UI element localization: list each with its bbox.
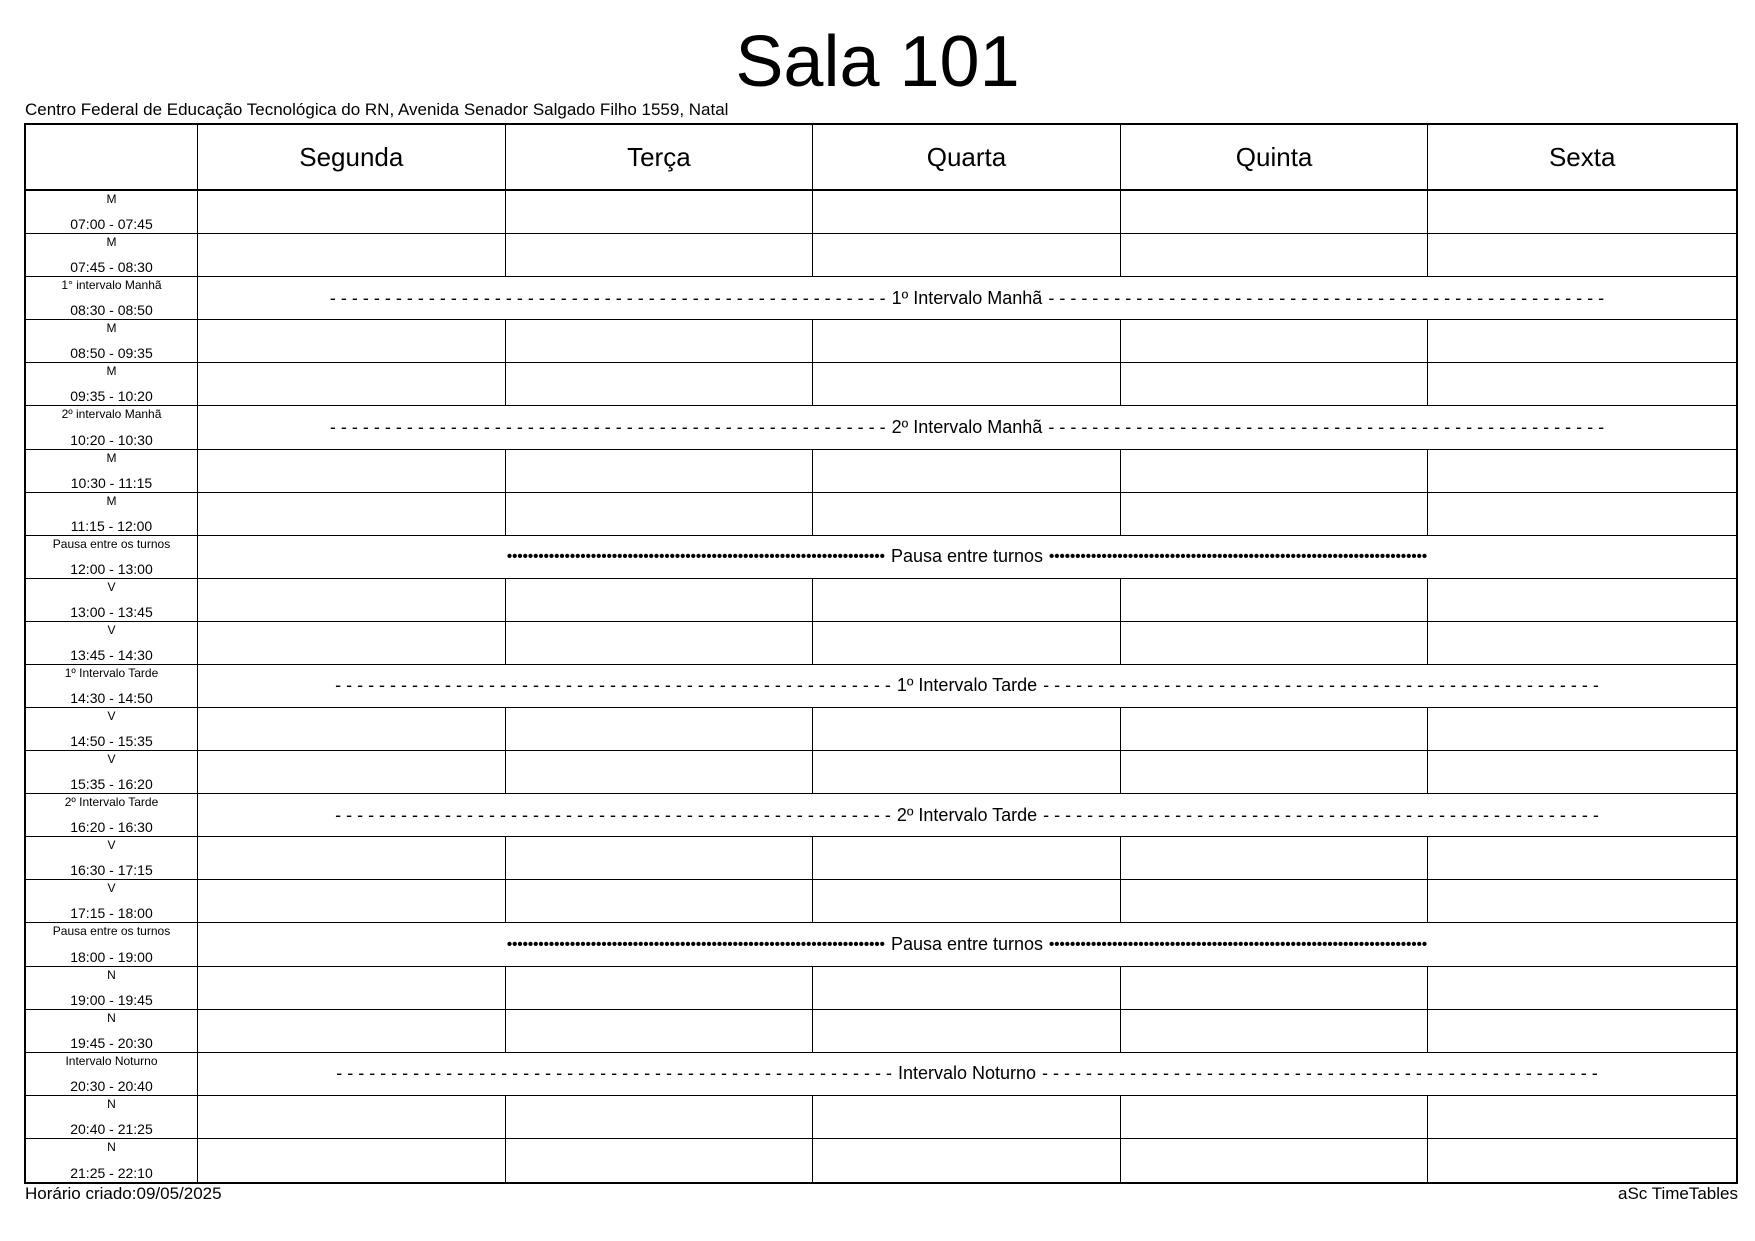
- lesson-slot[interactable]: [813, 191, 1121, 233]
- break-row: [26, 536, 1736, 579]
- period-time-cell: [26, 1010, 198, 1052]
- period-time-cell: [26, 536, 198, 578]
- brand-label: aSc TimeTables: [1618, 1184, 1738, 1203]
- day-header-3: Quinta: [1121, 125, 1429, 189]
- break-fill-right: - - - - - - - - - - - - - - - - - - - - - - - - - - - - - - - - - - - - - - - - - - - - - - - - - - -: [1048, 287, 1605, 308]
- period-time-cell: [26, 191, 198, 233]
- period-time-range: 20:40 - 21:25: [70, 1120, 153, 1137]
- lesson-slot[interactable]: [1428, 450, 1736, 492]
- period-row: [26, 751, 1736, 794]
- break-row: [26, 794, 1736, 837]
- break-label: 2º Intervalo Manhã: [891, 416, 1043, 437]
- period-label: Pausa entre os turnos: [52, 536, 171, 551]
- period-label: N: [107, 967, 116, 982]
- lesson-slot[interactable]: [506, 967, 814, 1009]
- break-fill-right: - - - - - - - - - - - - - - - - - - - - - - - - - - - - - - - - - - - - - - - - - - - - - - - - - - -: [1043, 804, 1599, 825]
- break-fill-left: - - - - - - - - - - - - - - - - - - - - - - - - - - - - - - - - - - - - - - - - - - - - - - - - - - -: [329, 287, 886, 308]
- break-fill-left: - - - - - - - - - - - - - - - - - - - - - - - - - - - - - - - - - - - - - - - - - - - - - - - - - - -: [329, 416, 886, 437]
- period-label: V: [107, 579, 116, 594]
- break-label: Pausa entre turnos: [890, 546, 1044, 567]
- lesson-slot[interactable]: [198, 751, 506, 793]
- lesson-slot[interactable]: [1121, 191, 1429, 233]
- lesson-slot[interactable]: [1121, 450, 1429, 492]
- period-time-range: 08:50 - 09:35: [70, 345, 153, 362]
- break-label: 1º Intervalo Tarde: [896, 675, 1038, 696]
- period-label: V: [107, 752, 116, 767]
- lesson-slot[interactable]: [813, 234, 1121, 276]
- period-row: [26, 1139, 1736, 1182]
- day-header-4: Sexta: [1548, 141, 1616, 172]
- period-label: 1° intervalo Manhã: [61, 278, 162, 293]
- period-time-cell: [26, 751, 198, 793]
- lesson-slot[interactable]: [506, 837, 814, 879]
- period-label: M: [106, 192, 117, 206]
- break-banner: [198, 1053, 1736, 1095]
- lesson-slot[interactable]: [506, 191, 814, 233]
- break-row: [26, 923, 1736, 966]
- period-time-range: 16:20 - 16:30: [70, 819, 153, 836]
- lesson-slot[interactable]: [198, 622, 506, 664]
- period-row: [26, 450, 1736, 493]
- lesson-slot[interactable]: [813, 837, 1121, 879]
- page-subtitle: Centro Federal de Educação Tecnológica do RN, Avenida Senador Salgado Filho 1559, Natal: [25, 100, 729, 119]
- period-label: 2º intervalo Manhã: [61, 407, 162, 422]
- break-row: [26, 665, 1736, 708]
- period-row: [26, 363, 1736, 406]
- lesson-slot[interactable]: [1121, 708, 1429, 750]
- break-label: 2º Intervalo Tarde: [896, 804, 1038, 825]
- period-time-range: 07:45 - 08:30: [70, 259, 153, 276]
- break-row: [26, 406, 1736, 449]
- period-label: M: [106, 235, 117, 250]
- period-time-range: 13:45 - 14:30: [70, 646, 153, 663]
- period-time-range: 12:00 - 13:00: [70, 560, 153, 577]
- lesson-slot[interactable]: [1428, 837, 1736, 879]
- period-time-range: 14:50 - 15:35: [70, 733, 153, 750]
- period-row: [26, 622, 1736, 665]
- lesson-slot[interactable]: [506, 622, 814, 664]
- period-row: [26, 880, 1736, 923]
- period-time-range: 11:15 - 12:00: [70, 517, 153, 534]
- period-row: [26, 320, 1736, 363]
- timetable-grid: [24, 123, 1738, 1184]
- period-time-cell: [26, 277, 198, 319]
- period-label: M: [106, 364, 117, 379]
- lesson-slot[interactable]: [813, 579, 1121, 621]
- break-fill-left: - - - - - - - - - - - - - - - - - - - - - - - - - - - - - - - - - - - - - - - - - - - - - - - - - - -: [336, 1063, 892, 1084]
- period-time-cell: [26, 1053, 198, 1095]
- period-time-range: 16:30 - 17:15: [70, 862, 153, 879]
- lesson-slot[interactable]: [506, 1096, 814, 1138]
- lesson-slot[interactable]: [1428, 708, 1736, 750]
- header-corner-cell: [26, 125, 198, 189]
- break-banner: [198, 406, 1736, 448]
- period-time-cell: [26, 450, 198, 492]
- lesson-slot[interactable]: [506, 708, 814, 750]
- period-label: Pausa entre os turnos: [52, 924, 171, 939]
- lesson-slot[interactable]: [198, 493, 506, 535]
- lesson-slot[interactable]: [506, 579, 814, 621]
- period-row: [26, 1096, 1736, 1139]
- lesson-slot[interactable]: [813, 450, 1121, 492]
- lesson-slot[interactable]: [198, 837, 506, 879]
- lesson-slot[interactable]: [813, 751, 1121, 793]
- lesson-slot[interactable]: [506, 1139, 814, 1182]
- period-time-cell: [26, 320, 198, 362]
- page-title: Sala 101: [735, 22, 1020, 102]
- period-label: N: [107, 1096, 116, 1111]
- lesson-slot[interactable]: [1428, 493, 1736, 535]
- break-fill-left: ••••••••••••••••••••••••••••••••••••••••••••••••••••••••••••••••••••••••: [506, 936, 885, 953]
- period-time-range: 07:00 - 07:45: [70, 216, 153, 233]
- lesson-slot[interactable]: [1121, 1139, 1429, 1182]
- period-time-cell: [26, 493, 198, 535]
- break-fill-left: ••••••••••••••••••••••••••••••••••••••••••••••••••••••••••••••••••••••••: [506, 548, 885, 566]
- period-label: M: [106, 493, 117, 508]
- lesson-slot[interactable]: [1428, 579, 1736, 621]
- break-banner: [198, 794, 1736, 836]
- period-time-cell: [26, 708, 198, 750]
- break-fill-right: ••••••••••••••••••••••••••••••••••••••••••••••••••••••••••••••••••••••••: [1049, 548, 1428, 566]
- lesson-slot[interactable]: [1121, 880, 1429, 922]
- period-time-cell: [26, 967, 198, 1009]
- lesson-slot[interactable]: [506, 751, 814, 793]
- lesson-slot[interactable]: [1121, 234, 1429, 276]
- period-row: [26, 837, 1736, 880]
- period-time-cell: [26, 794, 198, 836]
- break-row: [26, 277, 1736, 320]
- break-row: [26, 1053, 1736, 1096]
- lesson-slot[interactable]: [1121, 493, 1429, 535]
- break-fill-right: - - - - - - - - - - - - - - - - - - - - - - - - - - - - - - - - - - - - - - - - - - - - - - - - - - -: [1042, 1063, 1598, 1084]
- break-banner: [198, 536, 1736, 578]
- lesson-slot[interactable]: [1428, 751, 1736, 793]
- period-label: N: [107, 1139, 116, 1154]
- lesson-slot[interactable]: [1121, 751, 1429, 793]
- period-time-range: 18:00 - 19:00: [70, 948, 153, 965]
- lesson-slot[interactable]: [198, 1010, 506, 1052]
- period-label: 2º Intervalo Tarde: [64, 795, 159, 810]
- lesson-slot[interactable]: [198, 234, 506, 276]
- lesson-slot[interactable]: [1121, 837, 1429, 879]
- period-row: [26, 967, 1736, 1010]
- period-time-cell: [26, 1096, 198, 1138]
- period-label: V: [107, 622, 116, 637]
- lesson-slot[interactable]: [813, 708, 1121, 750]
- period-time-cell: [26, 665, 198, 707]
- period-row: [26, 191, 1736, 234]
- lesson-slot[interactable]: [506, 880, 814, 922]
- period-time-cell: [26, 880, 198, 922]
- lesson-slot[interactable]: [813, 1096, 1121, 1138]
- period-label: N: [107, 1010, 116, 1025]
- period-time-range: 08:30 - 08:50: [70, 302, 153, 319]
- lesson-slot[interactable]: [813, 622, 1121, 664]
- period-time-cell: [26, 234, 198, 276]
- lesson-slot[interactable]: [813, 880, 1121, 922]
- day-header-1: Terça: [506, 125, 814, 189]
- lesson-slot[interactable]: [198, 1139, 506, 1182]
- break-fill-right: ••••••••••••••••••••••••••••••••••••••••••••••••••••••••••••••••••••••••: [1049, 936, 1428, 953]
- period-label: 1º Intervalo Tarde: [64, 665, 159, 680]
- day-header-0: Segunda: [198, 125, 506, 189]
- period-time-cell: [26, 1139, 198, 1182]
- lesson-slot[interactable]: [198, 1096, 506, 1138]
- period-time-cell: [26, 837, 198, 879]
- lesson-slot[interactable]: [1121, 1096, 1429, 1138]
- lesson-slot[interactable]: [506, 234, 814, 276]
- lesson-slot[interactable]: [1121, 967, 1429, 1009]
- lesson-slot[interactable]: [198, 880, 506, 922]
- lesson-slot[interactable]: [198, 967, 506, 1009]
- lesson-slot[interactable]: [506, 450, 814, 492]
- break-banner: [198, 277, 1736, 319]
- period-time-range: 09:35 - 10:20: [70, 388, 153, 405]
- lesson-slot[interactable]: [1428, 320, 1736, 362]
- period-label: M: [106, 450, 117, 465]
- lesson-slot[interactable]: [198, 363, 506, 405]
- period-label: M: [106, 321, 117, 336]
- lesson-slot[interactable]: [506, 363, 814, 405]
- lesson-slot[interactable]: [198, 450, 506, 492]
- lesson-slot[interactable]: [198, 579, 506, 621]
- lesson-slot[interactable]: [813, 1139, 1121, 1182]
- lesson-slot[interactable]: [1121, 579, 1429, 621]
- period-time-range: 19:45 - 20:30: [70, 1034, 153, 1051]
- lesson-slot[interactable]: [1428, 1139, 1736, 1182]
- period-time-range: 20:30 - 20:40: [70, 1077, 153, 1094]
- day-header-2: Quarta: [813, 125, 1121, 189]
- break-fill-left: - - - - - - - - - - - - - - - - - - - - - - - - - - - - - - - - - - - - - - - - - - - - - - - - - - -: [335, 804, 891, 825]
- lesson-slot[interactable]: [1428, 622, 1736, 664]
- created-date: Horário criado:09/05/2025: [25, 1184, 222, 1203]
- period-row: [26, 493, 1736, 536]
- period-time-range: 17:15 - 18:00: [70, 905, 153, 922]
- lesson-slot[interactable]: [1428, 191, 1736, 233]
- lesson-slot[interactable]: [1121, 320, 1429, 362]
- period-time-range: 10:20 - 10:30: [70, 431, 153, 448]
- lesson-slot[interactable]: [1428, 1096, 1736, 1138]
- break-fill-right: - - - - - - - - - - - - - - - - - - - - - - - - - - - - - - - - - - - - - - - - - - - - - - - - - - -: [1043, 675, 1599, 696]
- period-time-range: 10:30 - 11:15: [70, 474, 153, 491]
- lesson-slot[interactable]: [1428, 363, 1736, 405]
- lesson-slot[interactable]: [813, 363, 1121, 405]
- period-row: [26, 708, 1736, 751]
- break-banner: [198, 923, 1736, 965]
- period-time-cell: [26, 406, 198, 448]
- break-fill-right: - - - - - - - - - - - - - - - - - - - - - - - - - - - - - - - - - - - - - - - - - - - - - - - - - - -: [1048, 416, 1605, 437]
- break-label: Intervalo Noturno: [897, 1063, 1037, 1084]
- lesson-slot[interactable]: [1428, 1010, 1736, 1052]
- lesson-slot[interactable]: [198, 191, 506, 233]
- period-label: Intervalo Noturno: [65, 1053, 158, 1068]
- period-time-range: 14:30 - 14:50: [70, 690, 153, 707]
- lesson-slot[interactable]: [198, 708, 506, 750]
- lesson-slot[interactable]: [1428, 880, 1736, 922]
- lesson-slot[interactable]: [813, 967, 1121, 1009]
- period-time-range: 13:00 - 13:45: [70, 603, 153, 620]
- period-time-range: 15:35 - 16:20: [70, 776, 153, 793]
- period-row: [26, 579, 1736, 622]
- period-time-cell: [26, 579, 198, 621]
- period-label: V: [107, 709, 116, 724]
- period-row: [26, 234, 1736, 277]
- lesson-slot[interactable]: [1121, 1010, 1429, 1052]
- lesson-slot[interactable]: [813, 320, 1121, 362]
- lesson-slot[interactable]: [506, 320, 814, 362]
- lesson-slot[interactable]: [1121, 363, 1429, 405]
- period-row: [26, 1010, 1736, 1053]
- lesson-slot[interactable]: [1428, 234, 1736, 276]
- lesson-slot[interactable]: [198, 320, 506, 362]
- break-banner: [198, 665, 1736, 707]
- period-time-range: 21:25 - 22:10: [70, 1164, 153, 1181]
- period-time-cell: [26, 622, 198, 664]
- lesson-slot[interactable]: [813, 493, 1121, 535]
- period-time-cell: [26, 923, 198, 965]
- lesson-slot[interactable]: [506, 1010, 814, 1052]
- lesson-slot[interactable]: [813, 1010, 1121, 1052]
- break-label: Pausa entre turnos: [890, 934, 1044, 954]
- lesson-slot[interactable]: [1428, 967, 1736, 1009]
- period-label: V: [107, 881, 116, 896]
- lesson-slot[interactable]: [1121, 622, 1429, 664]
- lesson-slot[interactable]: [506, 493, 814, 535]
- period-label: V: [107, 838, 116, 853]
- break-fill-left: - - - - - - - - - - - - - - - - - - - - - - - - - - - - - - - - - - - - - - - - - - - - - - - - - - -: [335, 675, 891, 696]
- period-time-cell: [26, 363, 198, 405]
- break-label: 1º Intervalo Manhã: [891, 287, 1043, 308]
- period-time-range: 19:00 - 19:45: [70, 991, 153, 1008]
